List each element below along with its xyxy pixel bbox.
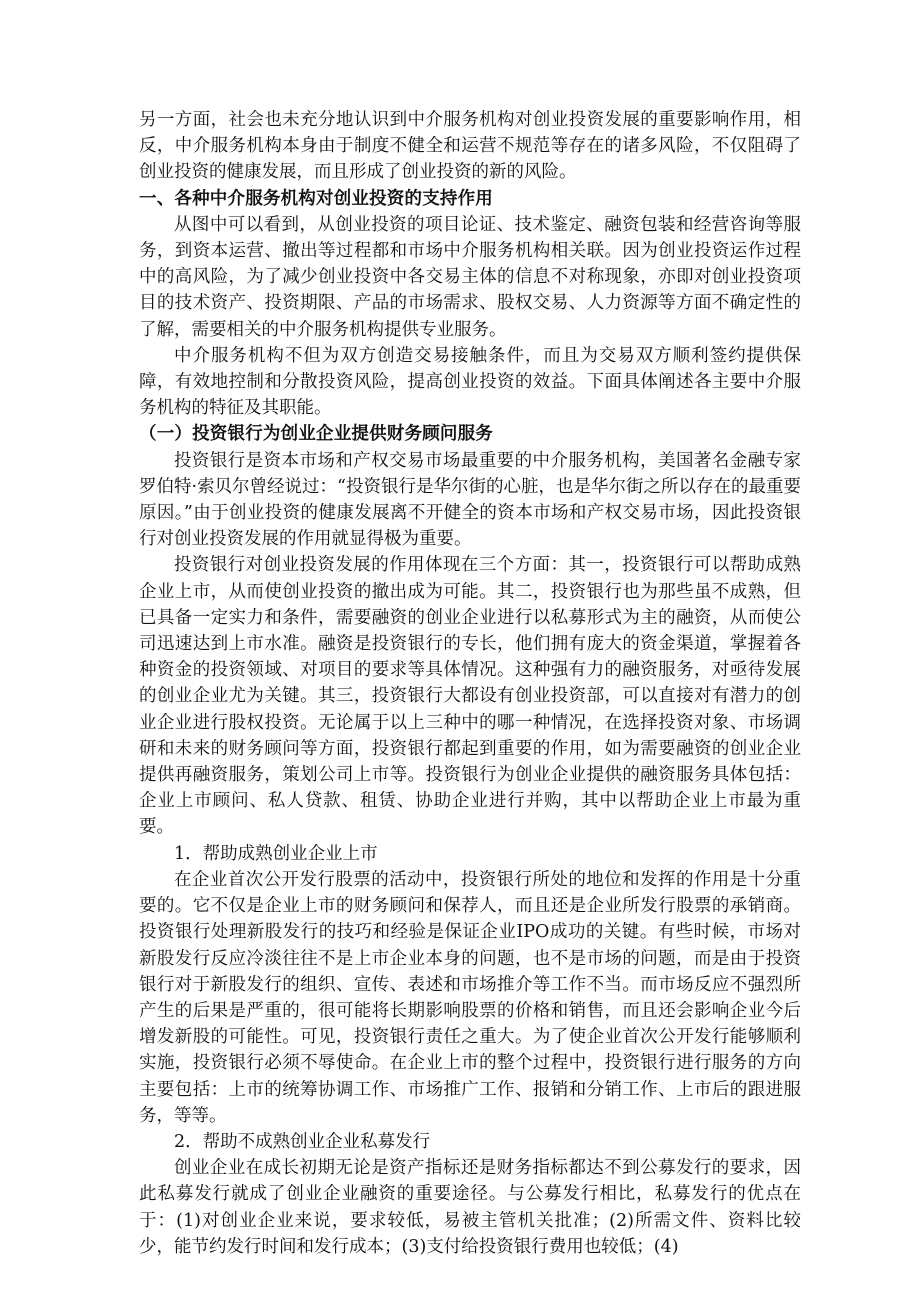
subsection-heading-1: （一）投资银行为创业企业提供财务顾问服务	[139, 424, 493, 445]
paragraph-4: 投资银行对创业投资发展的作用体现在三个方面：其一，投资银行可以帮助成熟企业上市，从而使创业投资的撤出成为可能。其二，投资银行也为那些虽不成熟，但已具备一定实力和条件，需要融资的创业企业进行以私募形式为主的融资，从而使公司迅速达到上市水准。融资是投资银行的专长，他们拥有庞大的资金渠道，掌握着各种资金的投资领域、对项目的要求等具体情况。这种强有力的融资服务，对亟待发展的创业企业尤为关键。其三，投资银行大都设有创业投资部，可以直接对有潜力的创业企业进行股权投资。无论属于以上三种中的哪一种情况，在选择投资对象、市场调研和未来的财务顾问等方面，投资银行都起到重要的作用，如为需要融资的创业企业提供再融资服务，策划公司上市等。投资银行为创业企业提供的融资服务具体包括：企业上市顾问、私人贷款、租赁、协助企业进行并购，其中以帮助企业上市最为重要。	[139, 555, 801, 838]
numbered-heading-1: 1．帮助成熟创业企业上市	[174, 843, 378, 864]
paragraph-intro: 另一方面，社会也未充分地认识到中介服务机构对创业投资发展的重要影响作用，相反，中介服务机构本身由于制度不健全和运营不规范等存在的诸多风险，不仅阻碍了创业投资的健康发展，而且形成了创业投资的新的风险。	[139, 110, 801, 183]
document-page	[139, 107, 801, 1260]
paragraph-2: 中介服务机构不但为双方创造交易接触条件，而且为交易双方顺利签约提供保障，有效地控制和分散投资风险，提高创业投资的效益。下面具体阐述各主要中介服务机构的特征及其职能。	[139, 345, 801, 419]
section-heading-1: 一、各种中介服务机构对创业投资的支持作用	[139, 188, 493, 209]
paragraph-1: 从图中可以看到，从创业投资的项目论证、技术鉴定、融资包装和经营咨询等服务，到资本运营、撤出等过程都和市场中介服务机构相关联。因为创业投资运作过程中的高风险，为了减少创业投资中各交易主体的信息不对称现象，亦即对创业投资项目的技术资产、投资期限、产品的市场需求、股权交易、人力资源等方面不确定性的了解，需要相关的中介服务机构提供专业服务。	[139, 214, 801, 340]
paragraph-5: 在企业首次公开发行股票的活动中，投资银行所处的地位和发挥的作用是十分重要的。它不仅是企业上市的财务顾问和保荐人，而且还是企业所发行股票的承销商。投资银行处理新股发行的技巧和经验是保证企业IPO成功的关键。有些时候，市场对新股发行反应冷淡往往不是上市企业本身的问题，也不是市场的问题，而是由于投资银行对于新股发行的组织、宣传、表述和市场推介等工作不当。而市场反应不强烈所产生的后果是严重的，很可能将长期影响股票的价格和销售，而且还会影响企业今后增发新股的可能性。可见，投资银行责任之重大。为了使企业首次公开发行能够顺利实施，投资银行必须不辱使命。在企业上市的整个过程中，投资银行进行服务的方向主要包括：上市的统筹协调工作、市场推广工作、报销和分销工作、上市后的跟进服务，等等。	[139, 869, 801, 1126]
paragraph-3: 投资银行是资本市场和产权交易市场最重要的中介服务机构，美国著名金融专家罗伯特·索贝尔曾经说过：“投资银行是华尔街的心脏，也是华尔街之所以存在的最重要原因。”由于创业投资的健康发展离不开健全的资本市场和产权交易市场，因此投资银行对创业投资发展的作用就显得极为重要。	[139, 450, 802, 550]
numbered-heading-2: 2．帮助不成熟创业企业私募发行	[174, 1131, 431, 1152]
paragraph-6: 创业企业在成长初期无论是资产指标还是财务指标都达不到公募发行的要求，因此私募发行就成了创业企业融资的重要途径。与公募发行相比，私募发行的优点在于：(1)对创业企业来说，要求较低，易被主管机关批准；(2)所需文件、资料比较少，能节约发行时间和发行成本；(3)支付给投资银行费用也较低；(4)	[139, 1158, 801, 1257]
